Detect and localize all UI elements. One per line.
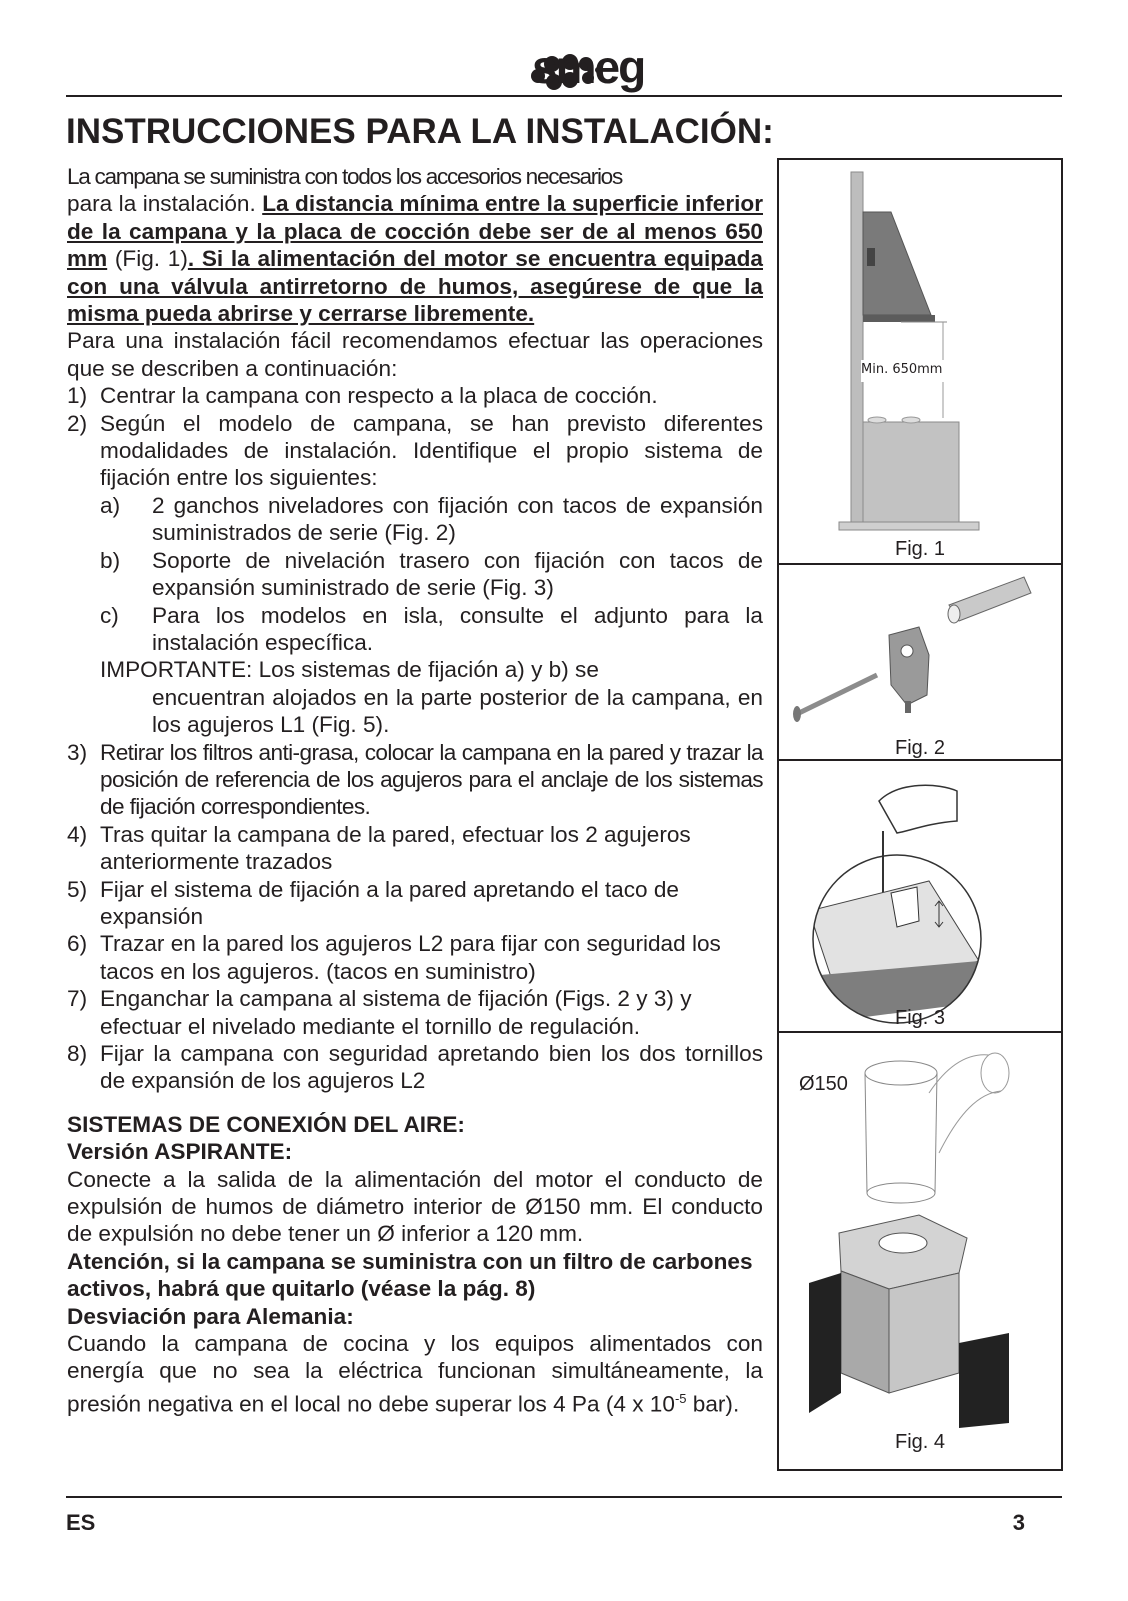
substep-item <box>67 602 763 657</box>
step-item <box>67 876 763 931</box>
important-note <box>67 656 763 738</box>
germany-text <box>67 1330 763 1418</box>
substep-item <box>67 492 763 547</box>
step-text: Retirar los filtros anti-grasa, colocar la campana en la pared y trazar la posición de referencia de los agujeros para el anclaje de los sistemas de fijación correspondientes. <box>100 739 763 820</box>
step-text: Fijar el sistema de fijación a la pared apretando el taco de expansión <box>100 876 679 929</box>
step-text: Tras quitar la campana de la pared, efectuar los 2 agujeros anteriormente trazados <box>100 821 691 875</box>
intro-line-1: La campana se suministra con todos los accesorios necesarios <box>67 164 622 189</box>
rear-bracket-illustration <box>779 761 1061 1033</box>
header-rule <box>66 95 1062 97</box>
carbon-filter-warning: Atención, si la campana se suministra con un filtro de carbones activos, habrá que quitarlo (véase la pág. 8) <box>67 1248 753 1302</box>
step-item <box>67 821 763 876</box>
substep-item <box>67 547 763 602</box>
step-number: 4) <box>67 821 88 847</box>
substep-letter: b) <box>100 547 121 573</box>
germany-body: Cuando la campana de cocina y los equipos alimentados con energía que no sea la eléctrica funcionan simultáneamente, la presión negativa en el local no debe superar los 4 Pa (4 x <box>67 1331 763 1417</box>
fig2-caption: Fig. 2 <box>894 737 946 759</box>
step-item <box>67 739 763 821</box>
step-text: Enganchar la campana al sistema de fijación (Figs. 2 y 3) y efectuar el nivelado mediante el tornillo de regulación. <box>100 986 692 1039</box>
step-item <box>67 930 763 985</box>
brand-logo: smeg <box>532 41 645 93</box>
fig4-caption: Fig. 4 <box>894 1431 946 1453</box>
leveling-hooks-illustration <box>779 565 1061 761</box>
substep-text: Para los modelos en isla, consulte el adjunto para la instalación específica. <box>152 602 763 655</box>
step-number: 1) <box>67 383 88 409</box>
fig1-reference: (Fig. 1) <box>107 246 188 272</box>
air-body: Conecte a la salida de la alimentación del motor el conducto de expulsión de humos de diámetro interior de Ø150 mm. El conducto de expulsión no debe tener un Ø inferior a 120 mm. <box>67 1166 763 1247</box>
duct-connection-illustration <box>779 1033 1061 1469</box>
min-distance-warning: La distancia mínima entre la superficie inferior de la campana y la placa de cocción debe ser de al menos 650 mm <box>67 191 763 272</box>
step-text: Trazar en la pared los agujeros L2 para fijar con seguridad los tacos en los agujeros. (tacos en suministro) <box>100 931 721 984</box>
step-item <box>67 1040 763 1095</box>
step-text: Centrar la campana con respecto a la placa de cocción. <box>100 383 658 409</box>
substep-text: 2 ganchos niveladores con fijación con tacos de expansión suministrados de serie (Fig. 2) <box>152 492 763 546</box>
figure-1 <box>779 160 1061 565</box>
intro-paragraph <box>67 190 763 327</box>
language-code: ES <box>66 1510 96 1535</box>
intro-start: para la instalación. <box>67 191 263 217</box>
important-first-line: IMPORTANTE: Los sistemas de fijación a) y b) se <box>100 657 599 683</box>
pressure-base: 10 <box>649 1391 675 1417</box>
intro-paragraph-2: Para una instalación fácil recomendamos efectuar las operaciones que se describen a continuación: <box>67 328 763 381</box>
substep-letter: a) <box>100 492 121 518</box>
page-number: 3 <box>1012 1510 1025 1535</box>
substep-letter: c) <box>100 602 119 628</box>
figure-4 <box>779 1033 1061 1469</box>
step-item <box>67 985 763 1040</box>
step-number: 3) <box>67 739 88 765</box>
step-number: 5) <box>67 876 88 902</box>
step-text: Fijar la campana con seguridad apretando bien los dos tornillos de expansión de los agujeros L2 <box>100 1041 763 1094</box>
diameter-150-label: Ø150 <box>799 1073 848 1095</box>
figure-2 <box>779 565 1061 761</box>
aspirante-heading: Versión ASPIRANTE: <box>67 1139 293 1165</box>
step-text: Según el modelo de campana, se han previsto diferentes modalidades de instalación. Identifique el propio sistema de fijación entre los siguientes: <box>100 410 763 491</box>
valve-warning: . Si la alimentación del motor se encuentra equipada con una válvula antirretorno de humos, asegúrese de que la misma pueda abrirse y cerrarse libremente. <box>67 246 763 327</box>
step-number: 6) <box>67 931 88 957</box>
step-number: 2) <box>67 410 88 436</box>
important-rest: encuentran alojados en la parte posterior de la campana, en los agujeros L1 (Fig. 5). <box>152 684 763 738</box>
step-item <box>67 382 763 409</box>
germany-heading: Desviación para Alemania: <box>67 1303 354 1329</box>
air-connection-heading: SISTEMAS DE CONEXIÓN DEL AIRE: <box>67 1111 465 1137</box>
footer-rule <box>66 1496 1062 1498</box>
fig3-caption: Fig. 3 <box>894 1007 946 1029</box>
step-item <box>67 410 763 492</box>
pressure-exponent: -5 <box>674 1390 687 1406</box>
pressure-unit: bar). <box>686 1391 740 1417</box>
substep-text: Soporte de nivelación trasero con fijación con tacos de expansión suministrado de serie (Fig. 3) <box>152 547 763 601</box>
step-number: 7) <box>67 986 88 1012</box>
instructions-text <box>67 163 763 1418</box>
fig1-caption: Fig. 1 <box>894 538 946 560</box>
figures-panel <box>777 158 1063 1471</box>
page-title: INSTRUCCIONES PARA LA INSTALACIÓN: <box>66 112 774 151</box>
figure-3 <box>779 761 1061 1033</box>
min-650mm-label: Min. 650mm <box>861 362 943 377</box>
step-number: 8) <box>67 1041 88 1066</box>
